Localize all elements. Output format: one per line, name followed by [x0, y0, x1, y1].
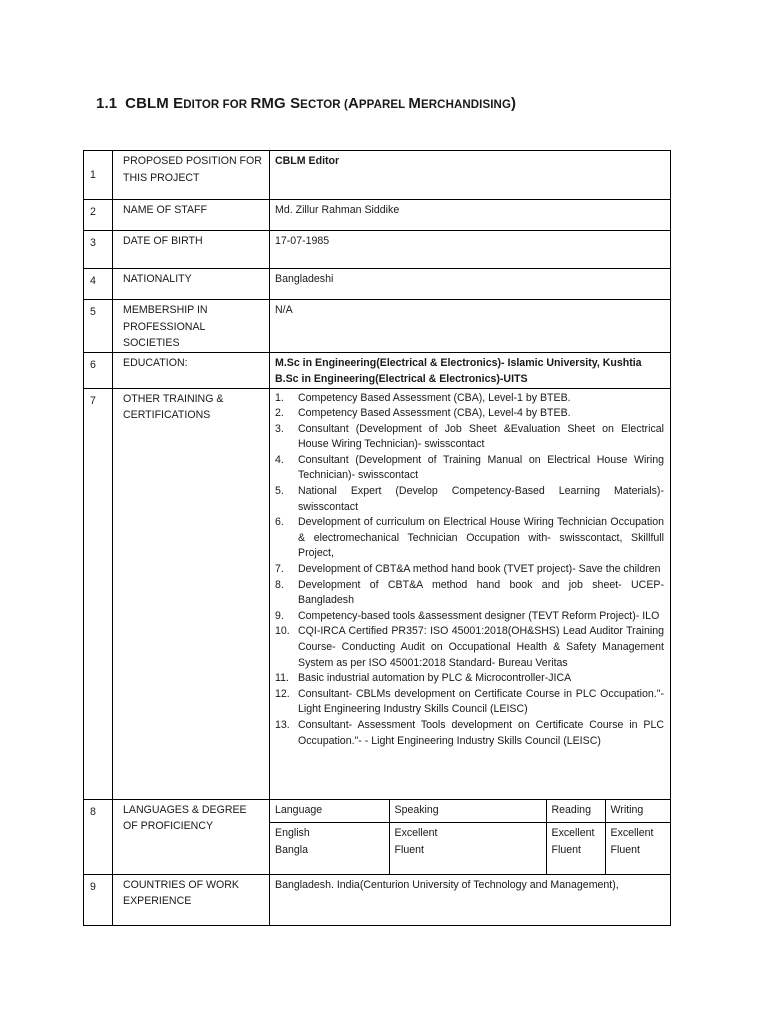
row-label: COUNTRIES OF WORK EXPERIENCE	[113, 874, 270, 925]
row-number: 7	[84, 388, 113, 799]
table-row	[84, 300, 671, 353]
training-item	[275, 406, 664, 422]
training-text: Consultant- Assessment Tools development on Certificate Course in PLC Occupation."- - Light Engineering Industry Skills Council (LEISC)	[298, 718, 664, 747]
row-value: N/A	[270, 300, 671, 353]
training-number: 11.	[275, 672, 289, 685]
languages-header-row	[270, 800, 670, 823]
training-item	[275, 391, 664, 407]
row-number: 3	[84, 231, 113, 269]
row-label: EDUCATION:	[113, 352, 270, 388]
section-heading	[96, 95, 516, 112]
training-text: Basic industrial automation by PLC & Microcontroller-JICA	[298, 672, 572, 685]
training-number: 4.	[275, 453, 284, 466]
training-text: Competency Based Assessment (CBA), Level-1 by BTEB.	[298, 391, 571, 404]
table-row	[84, 151, 671, 200]
education-line: B.Sc in Engineering(Electrical & Electronics)-UITS	[275, 373, 528, 385]
table-row	[84, 200, 671, 231]
training-text: Consultant (Development of Training Manual on Electrical House Wiring Technician)- swisscontact	[298, 453, 664, 482]
training-item	[275, 687, 664, 718]
table-row	[84, 874, 671, 925]
training-text: Consultant- CBLMs development on Certificate Course in PLC Occupation."- Light Engineering Industry Skills Council (LEISC)	[298, 687, 664, 716]
training-text: National Expert (Develop Competency-Based Learning Materials)- swisscontact	[298, 485, 664, 513]
training-text: Competency Based Assessment (CBA), Level-4 by BTEB.	[298, 407, 571, 420]
table-row	[84, 269, 671, 300]
speaking-cell: Excellent Fluent	[389, 823, 546, 874]
training-item	[275, 624, 664, 671]
training-item	[275, 515, 664, 562]
languages-header: Language	[270, 800, 389, 823]
training-item	[275, 578, 664, 609]
training-number: 13.	[275, 718, 290, 731]
row-number: 4	[84, 269, 113, 300]
row-number: 5	[84, 300, 113, 353]
training-text: CQI-IRCA Certified PR357: ISO 45001:2018(OH&SHS) Lead Auditor Training Course- Conducting Audit on Occupational Health & Safety Management System as per ISO 45001:2018 Standard- Bureau Veritas	[298, 625, 664, 669]
table-row	[84, 231, 671, 269]
row-label: OTHER TRAINING & CERTIFICATIONS	[113, 388, 270, 799]
trainings-list	[275, 391, 664, 750]
row-number: 1	[84, 151, 113, 200]
row-value: Bangladeshi	[270, 269, 671, 300]
table-row	[84, 799, 671, 874]
row-label: DATE OF BIRTH	[113, 231, 270, 269]
training-number: 7.	[275, 563, 284, 576]
training-item	[275, 562, 664, 578]
section-title: CBLM EDITOR FOR RMG SECTOR (APPAREL MERCHANDISING)	[125, 95, 517, 112]
table-row	[84, 388, 671, 799]
training-item	[275, 718, 664, 749]
languages-header: Reading	[546, 800, 605, 823]
training-item	[275, 453, 664, 484]
training-number: 10.	[275, 625, 290, 638]
row-number: 9	[84, 874, 113, 925]
training-number: 1.	[275, 391, 284, 404]
row-value: Bangladesh. India(Centurion University of Technology and Management),	[270, 874, 671, 925]
languages-cell	[270, 799, 671, 874]
training-text: Consultant (Development of Job Sheet &Evaluation Sheet on Electrical House Wiring Technician)- swisscontact	[298, 422, 664, 451]
row-label: NAME OF STAFF	[113, 200, 270, 231]
training-number: 3.	[275, 422, 284, 435]
row-number: 6	[84, 352, 113, 388]
row-number: 8	[84, 799, 113, 874]
training-number: 2.	[275, 407, 284, 420]
row-number: 2	[84, 200, 113, 231]
cv-table	[83, 150, 671, 926]
language-cell: English Bangla	[270, 823, 389, 874]
trainings-cell	[270, 388, 671, 799]
row-label: NATIONALITY	[113, 269, 270, 300]
languages-header: Speaking	[389, 800, 546, 823]
row-value: 17-07-1985	[270, 231, 671, 269]
training-text: Development of CBT&A method hand book (TVET project)- Save the children	[298, 563, 661, 576]
languages-header: Writing	[605, 800, 670, 823]
training-item	[275, 484, 664, 515]
education-value	[270, 352, 671, 388]
table-row	[84, 352, 671, 388]
row-value: Md. Zillur Rahman Siddike	[270, 200, 671, 231]
training-number: 5.	[275, 485, 284, 498]
training-text: Development of curriculum on Electrical House Wiring Technician Occupation & electromechanical Technician Occupation with- swisscontact, Skillfull Project,	[298, 516, 664, 560]
row-label: MEMBERSHIP IN PROFESSIONAL SOCIETIES	[113, 300, 270, 353]
training-number: 6.	[275, 516, 284, 529]
training-number: 12.	[275, 687, 290, 700]
languages-row	[270, 823, 670, 874]
training-text: Development of CBT&A method hand book and job sheet- UCEP- Bangladesh	[298, 578, 664, 607]
training-item	[275, 609, 664, 625]
reading-cell: Excellent Fluent	[546, 823, 605, 874]
training-item	[275, 671, 664, 687]
row-label: LANGUAGES & DEGREE OF PROFICIENCY	[113, 799, 270, 874]
education-line: M.Sc in Engineering(Electrical & Electronics)- Islamic University, Kushtia	[275, 356, 642, 369]
row-value: CBLM Editor	[270, 151, 671, 200]
training-number: 9.	[275, 609, 284, 622]
training-item	[275, 422, 664, 453]
training-text: Competency-based tools &assessment designer (TEVT Reform Project)- ILO	[298, 609, 660, 622]
languages-table	[270, 800, 670, 874]
section-number: 1.1	[96, 95, 118, 112]
row-label: PROPOSED POSITION FOR THIS PROJECT	[113, 151, 270, 200]
training-number: 8.	[275, 578, 284, 591]
writing-cell: Excellent Fluent	[605, 823, 670, 874]
